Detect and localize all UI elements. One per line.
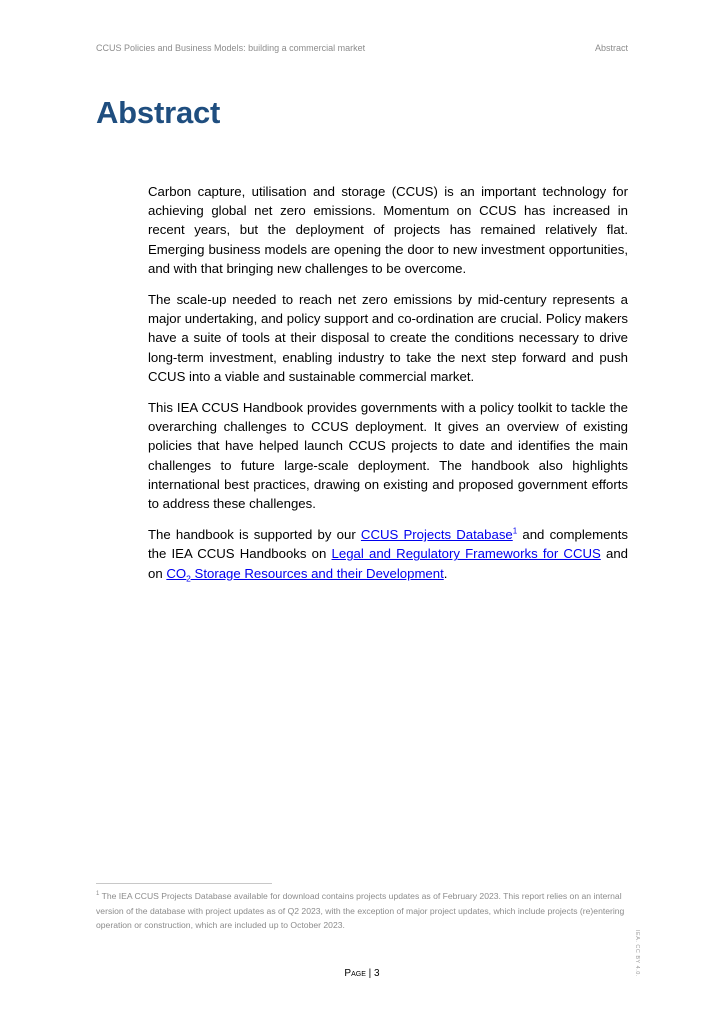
footnote-text: The IEA CCUS Projects Database available for download contains projects updates as of February 2023. This report relies on an internal version of the database with project updates as of Q2 2023, with the exception of major project updates, which include projects (re)entering operation or construction, which are included up to October 2023. xyxy=(96,891,625,931)
page-number xyxy=(0,968,724,979)
footnote-1 xyxy=(96,889,628,933)
paragraph-4-text-2: and complements the IEA CCUS Handbooks on xyxy=(148,527,628,562)
ccus-projects-database-link[interactable]: CCUS Projects Database xyxy=(360,527,513,543)
legal-regulatory-frameworks-link[interactable]: Legal and Regulatory Frameworks for CCUS xyxy=(331,546,601,562)
paragraph-1: Carbon capture, utilisation and storage (CCUS) is an important technology for achieving global net zero emissions. Momentum on CCUS has increased in recent years, but the deployment of projects has remained relatively flat. Emerging business models are opening the door to new investment opportunities, and with that bringing new challenges to be overcome. xyxy=(148,184,628,276)
paragraph-4-text-4: . xyxy=(443,565,448,581)
paragraph-4-text-3: and on xyxy=(148,546,628,581)
co2-link-text-a: CO xyxy=(166,565,187,581)
footnote-divider xyxy=(96,883,272,884)
paragraph-3: This IEA CCUS Handbook provides governments with a policy toolkit to tackle the overarching challenges to CCUS deployment. It gives an overview of existing policies that have helped launch CCUS projects to date and identifies the main challenges to future large-scale deployment. The handbook also highlights international best practices, drawing on existing and proposed government efforts to address these challenges. xyxy=(148,400,628,512)
co2-link-text-b: Storage Resources and their Development xyxy=(190,565,444,581)
paragraph-4 xyxy=(148,525,628,583)
co2-link-subscript: 2 xyxy=(186,573,191,584)
page-title: Abstract xyxy=(96,95,221,130)
footnote-marker: 1 xyxy=(96,891,100,898)
co2-storage-resources-link[interactable] xyxy=(166,565,444,584)
license-notice: IEA. CC BY 4.0. xyxy=(634,930,640,977)
footnote-ref-1[interactable]: 1 xyxy=(512,526,518,536)
page-separator: | xyxy=(365,968,375,979)
page-label: Page xyxy=(344,968,366,979)
abstract-body xyxy=(148,182,628,595)
running-header-title: CCUS Policies and Business Models: building a commercial market xyxy=(96,43,366,53)
running-header-section: Abstract xyxy=(594,43,628,53)
page-number-value: 3 xyxy=(374,968,380,979)
paragraph-4-text-1: The handbook is supported by our xyxy=(148,527,361,543)
paragraph-2: The scale-up needed to reach net zero emissions by mid-century represents a major undertaking, and policy support and co-ordination are crucial. Policy makers have a suite of tools at their disposal to create the conditions necessary to drive long-term investment, enabling industry to take the next step forward and push CCUS into a viable and sustainable commercial market. xyxy=(148,292,628,384)
